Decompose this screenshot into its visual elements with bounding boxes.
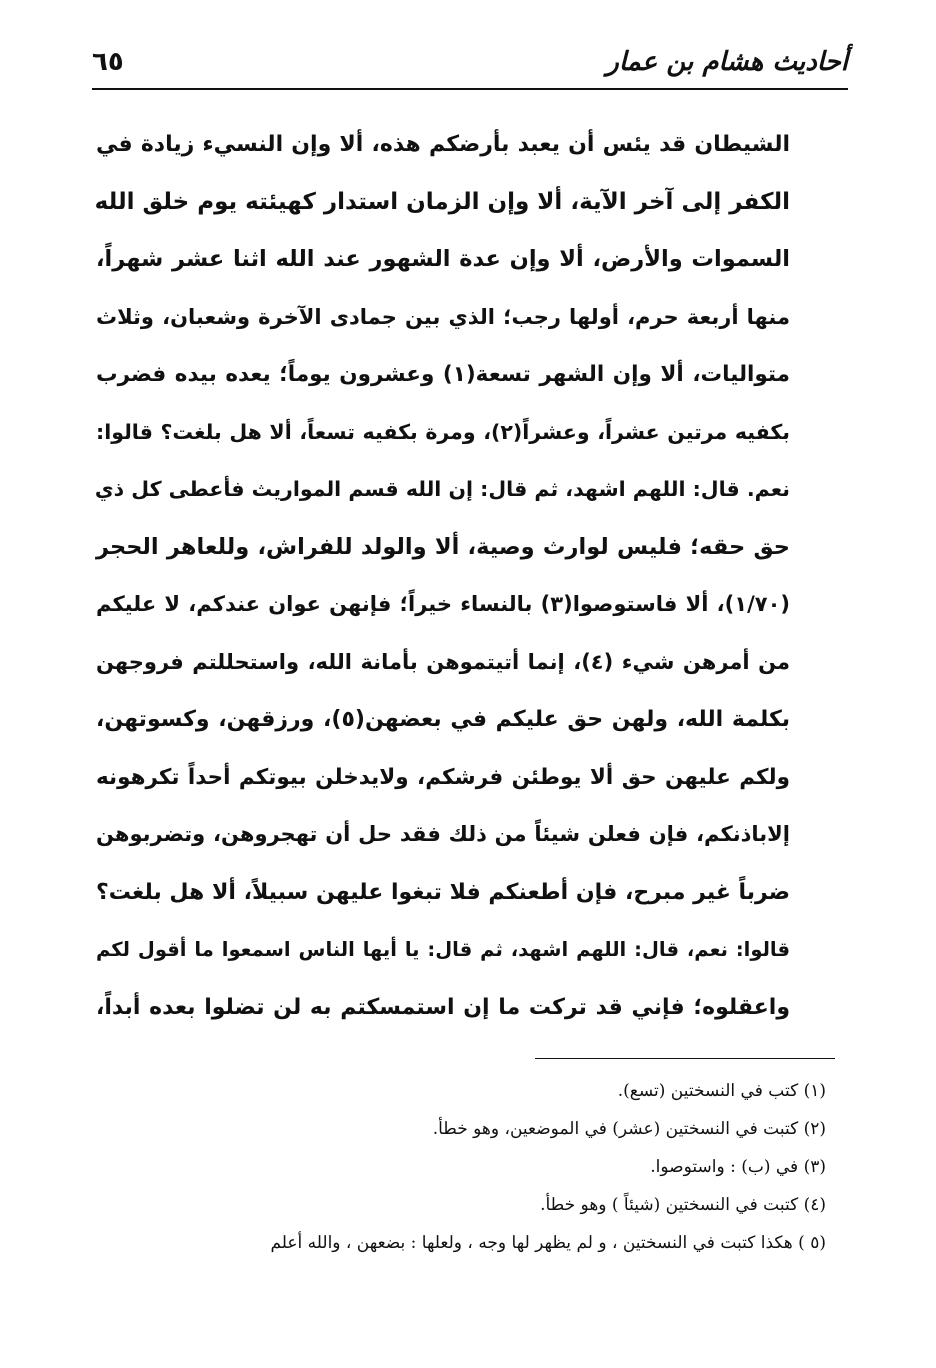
footnote-3: (٣) في (ب) : واستوصوا. bbox=[650, 1157, 826, 1177]
body-line: متواليات، ألا وإن الشهر تسعة(١) وعشرون يوماً؛ يعده بيده فضرب bbox=[96, 362, 790, 387]
body-line: الكفر إلى آخر الآية، ألا وإن الزمان استدار كهيئته يوم خلق الله bbox=[94, 188, 790, 215]
body-line: حق حقه؛ فليس لوارث وصية، ألا والولد للفراش، وللعاهر الحجر bbox=[96, 533, 790, 560]
body-line: بكفيه مرتين عشراً، وعشراً(٢)، ومرة بكفيه تسعاً، ألا هل بلغت؟ قالوا: bbox=[96, 419, 790, 444]
footnote-1: (١) كتب في النسختين (تسع). bbox=[617, 1081, 826, 1101]
body-line: الشيطان قد يئس أن يعبد بأرضكم هذه، ألا وإن النسيء زيادة في bbox=[96, 132, 790, 157]
body-line: السموات والأرض، ألا وإن عدة الشهور عند الله اثنا عشر شهراً، bbox=[96, 246, 790, 272]
footnote-4: (٤) كتبت في النسختين (شيئاً ) وهو خطأ. bbox=[540, 1195, 826, 1215]
page-header bbox=[92, 38, 848, 90]
body-line: من أمرهن شيء (٤)، إنما أتيتموهن بأمانة الله، واستحللتم فروجهن bbox=[96, 649, 790, 674]
body-line: نعم. قال: اللهم اشهد، ثم قال: إن الله قسم المواريث فأعطى كل ذي bbox=[94, 477, 790, 501]
footnote-5: (٥ ) هكذا كتبت في النسختين ، و لم يظهر لها وجه ، ولعلها : بضعهن ، والله أعلم bbox=[270, 1233, 826, 1253]
body-line: ولكم عليهن حق ألا يوطئن فرشكم، ولايدخلن بيوتكم أحداً تكرهونه bbox=[96, 764, 790, 790]
body-line: بكلمة الله، ولهن حق عليكم في بعضهن(٥)، ورزقهن، وكسوتهن، bbox=[96, 707, 790, 732]
body-line: ضرباً غير مبرح، فإن أطعنكم فلا تبغوا عليهن سبيلاً، ألا هل بلغت؟ bbox=[96, 879, 790, 905]
page-number: ٦٥ bbox=[92, 47, 124, 77]
footnotes bbox=[186, 1072, 826, 1262]
body-line: منها أربعة حرم، أولها رجب؛ الذي بين جمادى الآخرة وشعبان، وثلاث bbox=[96, 304, 790, 329]
body-text bbox=[96, 116, 790, 1036]
body-line: قالوا: نعم، قال: اللهم اشهد، ثم قال: يا أيها الناس اسمعوا ما أقول لكم bbox=[96, 938, 790, 961]
body-line: (١/٧٠)، ألا فاستوصوا(٣) بالنساء خيراً؛ فإنهن عوان عندكم، لا عليكم bbox=[96, 592, 790, 616]
footnote-separator bbox=[535, 1058, 835, 1059]
body-line: إلاباذنكم، فإن فعلن شيئاً من ذلك فقد حل أن تهجروهن، وتضربوهن bbox=[96, 822, 790, 846]
footnote-2: (٢) كتبت في النسختين (عشر) في الموضعين، وهو خطأ. bbox=[432, 1119, 826, 1139]
header-rule bbox=[92, 88, 848, 90]
running-title: أحاديث هشام بن عمار bbox=[606, 47, 848, 77]
body-line: واعقلوه؛ فإني قد تركت ما إن استمسكتم به لن تضلوا بعده أبداً، bbox=[96, 994, 790, 1020]
